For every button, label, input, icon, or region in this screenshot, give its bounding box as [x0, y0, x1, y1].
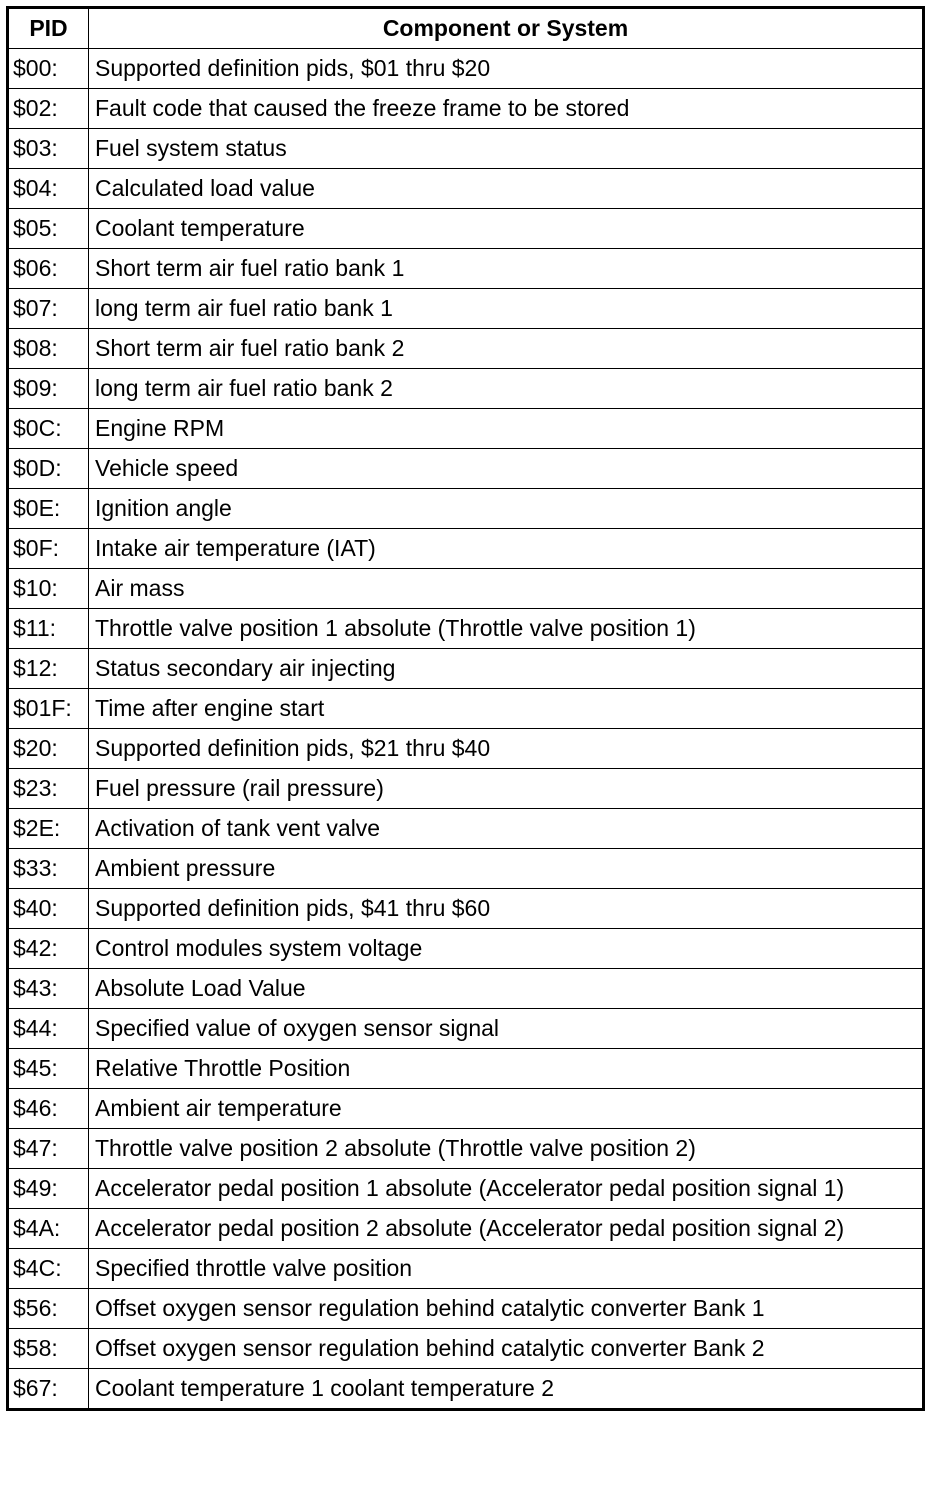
component-cell: Supported definition pids, $01 thru $20 [89, 49, 924, 89]
table-row [8, 969, 924, 1009]
component-cell: Status secondary air injecting [89, 649, 924, 689]
pid-cell: $09: [8, 369, 89, 409]
component-cell: Offset oxygen sensor regulation behind catalytic converter Bank 2 [89, 1329, 924, 1369]
table-row [8, 809, 924, 849]
pid-cell: $02: [8, 89, 89, 129]
table-row [8, 249, 924, 289]
component-cell: long term air fuel ratio bank 1 [89, 289, 924, 329]
pid-cell: $33: [8, 849, 89, 889]
pid-cell: $4A: [8, 1209, 89, 1249]
table-row [8, 729, 924, 769]
table-row [8, 1209, 924, 1249]
component-cell: Absolute Load Value [89, 969, 924, 1009]
header-component: Component or System [89, 8, 924, 49]
pid-cell: $46: [8, 1089, 89, 1129]
component-cell: Coolant temperature [89, 209, 924, 249]
table-row [8, 1249, 924, 1289]
component-cell: Throttle valve position 2 absolute (Throttle valve position 2) [89, 1129, 924, 1169]
pid-table [6, 6, 925, 1411]
pid-cell: $20: [8, 729, 89, 769]
table-row [8, 489, 924, 529]
table-row [8, 1049, 924, 1089]
component-cell: Accelerator pedal position 1 absolute (Accelerator pedal position signal 1) [89, 1169, 924, 1209]
table-row [8, 1369, 924, 1410]
component-cell: Calculated load value [89, 169, 924, 209]
pid-cell: $06: [8, 249, 89, 289]
table-row [8, 1089, 924, 1129]
pid-cell: $56: [8, 1289, 89, 1329]
component-cell: long term air fuel ratio bank 2 [89, 369, 924, 409]
table-row [8, 769, 924, 809]
table-row [8, 169, 924, 209]
table-row [8, 849, 924, 889]
pid-cell: $0C: [8, 409, 89, 449]
table-row [8, 649, 924, 689]
component-cell: Specified throttle valve position [89, 1249, 924, 1289]
table-body [8, 49, 924, 1410]
table-row [8, 289, 924, 329]
pid-cell: $10: [8, 569, 89, 609]
component-cell: Ambient air temperature [89, 1089, 924, 1129]
component-cell: Ignition angle [89, 489, 924, 529]
component-cell: Air mass [89, 569, 924, 609]
pid-cell: $23: [8, 769, 89, 809]
pid-cell: $58: [8, 1329, 89, 1369]
table-row [8, 449, 924, 489]
component-cell: Coolant temperature 1 coolant temperature 2 [89, 1369, 924, 1410]
pid-cell: $40: [8, 889, 89, 929]
pid-cell: $44: [8, 1009, 89, 1049]
component-cell: Fault code that caused the freeze frame to be stored [89, 89, 924, 129]
pid-cell: $42: [8, 929, 89, 969]
table-row [8, 329, 924, 369]
table-row [8, 929, 924, 969]
component-cell: Time after engine start [89, 689, 924, 729]
pid-cell: $47: [8, 1129, 89, 1169]
pid-cell: $12: [8, 649, 89, 689]
component-cell: Intake air temperature (IAT) [89, 529, 924, 569]
pid-cell: $2E: [8, 809, 89, 849]
table-row [8, 1129, 924, 1169]
table-row [8, 1329, 924, 1369]
component-cell: Offset oxygen sensor regulation behind catalytic converter Bank 1 [89, 1289, 924, 1329]
pid-cell: $49: [8, 1169, 89, 1209]
table-row [8, 1009, 924, 1049]
pid-cell: $08: [8, 329, 89, 369]
pid-cell: $0D: [8, 449, 89, 489]
component-cell: Short term air fuel ratio bank 2 [89, 329, 924, 369]
component-cell: Specified value of oxygen sensor signal [89, 1009, 924, 1049]
component-cell: Engine RPM [89, 409, 924, 449]
component-cell: Supported definition pids, $21 thru $40 [89, 729, 924, 769]
pid-cell: $05: [8, 209, 89, 249]
component-cell: Short term air fuel ratio bank 1 [89, 249, 924, 289]
table-row [8, 569, 924, 609]
component-cell: Relative Throttle Position [89, 1049, 924, 1089]
component-cell: Ambient pressure [89, 849, 924, 889]
component-cell: Vehicle speed [89, 449, 924, 489]
pid-cell: $01F: [8, 689, 89, 729]
component-cell: Accelerator pedal position 2 absolute (Accelerator pedal position signal 2) [89, 1209, 924, 1249]
component-cell: Supported definition pids, $41 thru $60 [89, 889, 924, 929]
pid-cell: $45: [8, 1049, 89, 1089]
header-pid: PID [8, 8, 89, 49]
pid-cell: $67: [8, 1369, 89, 1410]
pid-cell: $04: [8, 169, 89, 209]
table-row [8, 209, 924, 249]
table-row [8, 409, 924, 449]
table-header [8, 8, 924, 49]
pid-cell: $0E: [8, 489, 89, 529]
component-cell: Activation of tank vent valve [89, 809, 924, 849]
table-row [8, 49, 924, 89]
table-row [8, 609, 924, 649]
pid-cell: $43: [8, 969, 89, 1009]
table-row [8, 889, 924, 929]
component-cell: Control modules system voltage [89, 929, 924, 969]
table-row [8, 89, 924, 129]
table-row [8, 529, 924, 569]
table-row [8, 1169, 924, 1209]
pid-cell: $07: [8, 289, 89, 329]
table-row [8, 369, 924, 409]
pid-cell: $00: [8, 49, 89, 89]
table-row [8, 1289, 924, 1329]
pid-cell: $0F: [8, 529, 89, 569]
pid-cell: $11: [8, 609, 89, 649]
pid-cell: $4C: [8, 1249, 89, 1289]
component-cell: Fuel pressure (rail pressure) [89, 769, 924, 809]
header-row [8, 8, 924, 49]
table-row [8, 129, 924, 169]
table-row [8, 689, 924, 729]
pid-cell: $03: [8, 129, 89, 169]
component-cell: Fuel system status [89, 129, 924, 169]
component-cell: Throttle valve position 1 absolute (Throttle valve position 1) [89, 609, 924, 649]
